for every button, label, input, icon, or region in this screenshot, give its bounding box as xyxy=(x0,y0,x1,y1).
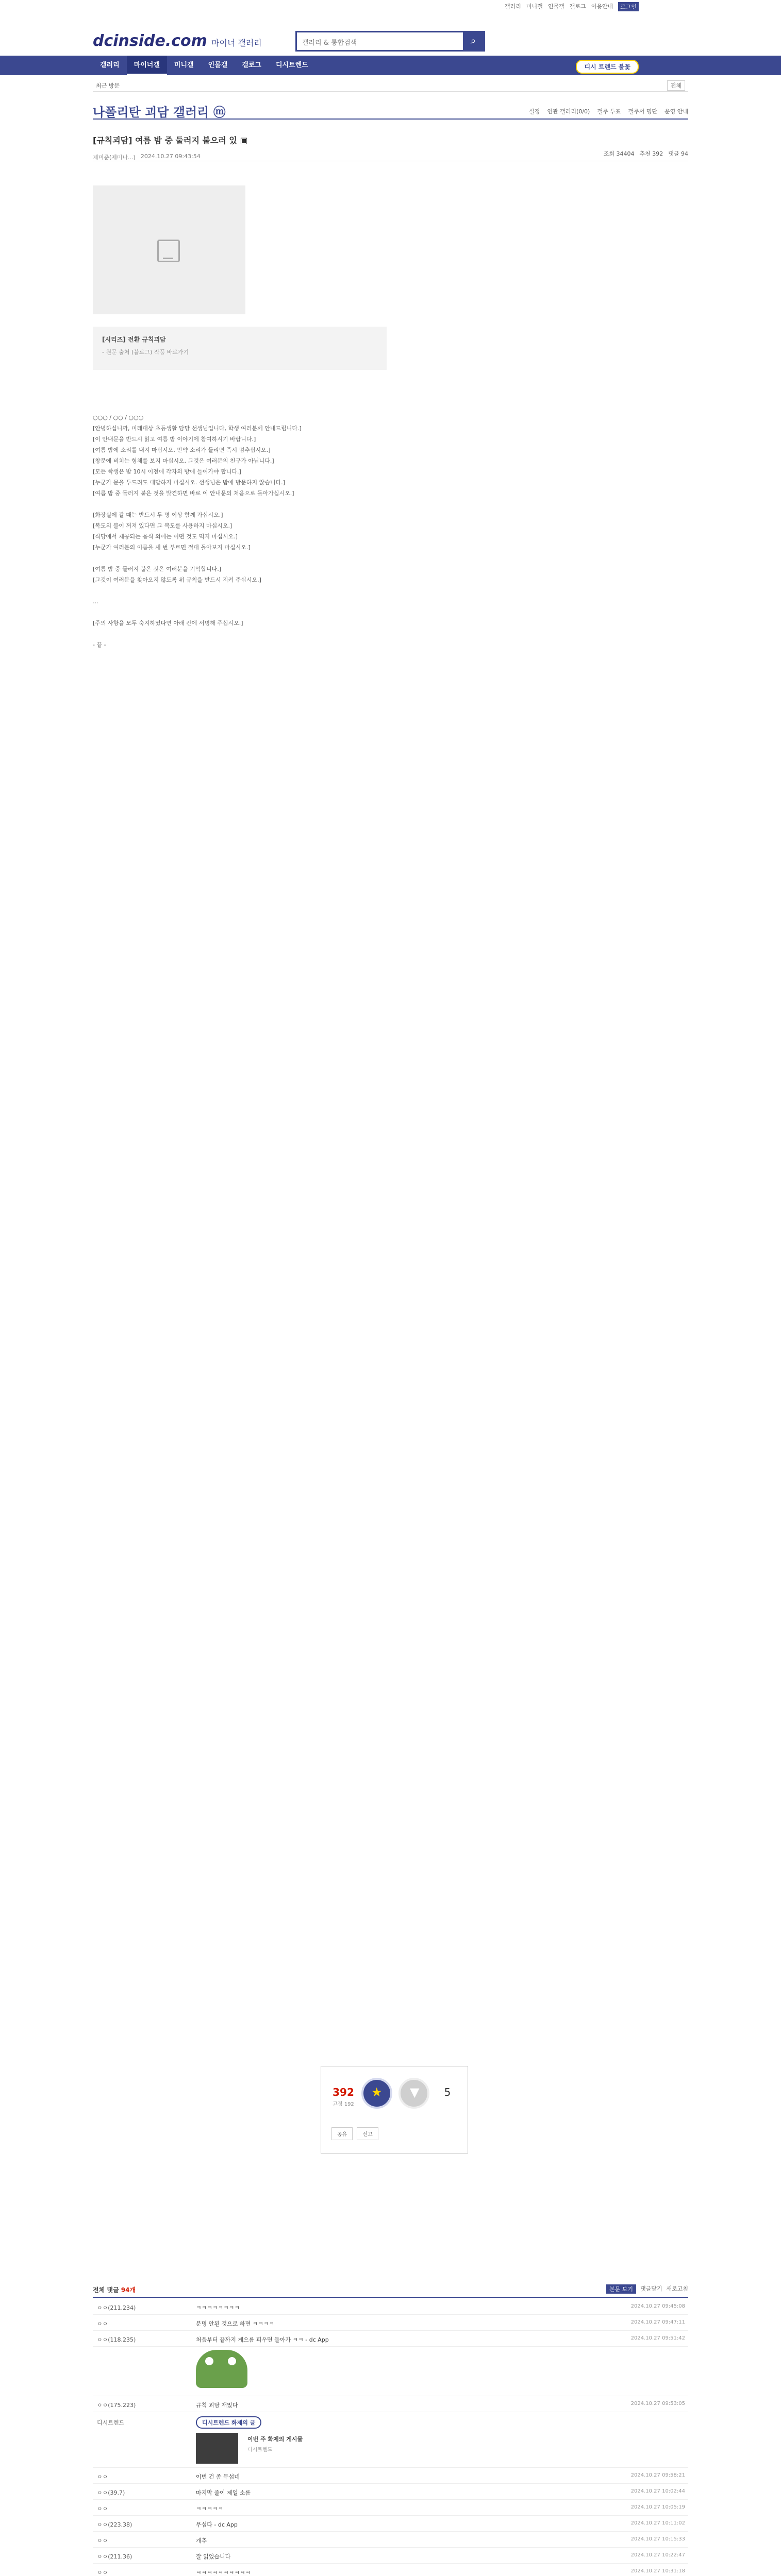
login-button[interactable]: 로그인 xyxy=(618,2,639,11)
site-logo[interactable] xyxy=(93,32,262,50)
comment-row xyxy=(93,2516,688,2532)
post-title: [규칙괴담] 여름 밤 중 둘러지 붙으러 있 ▣ xyxy=(93,135,248,145)
comment-nick[interactable]: ㅇㅇ(39.7) xyxy=(97,2489,125,2496)
ad-title[interactable]: 이번 주 화제의 게시물 xyxy=(247,2436,303,2443)
ad-banner[interactable]: 디시트렌드 화제의 글 xyxy=(196,2416,261,2429)
body-line xyxy=(93,607,557,618)
comment-text: 이번 건 좀 무섭네 xyxy=(196,2473,240,2480)
comment-row xyxy=(93,2500,688,2516)
downvote-button[interactable] xyxy=(398,2078,429,2109)
nav-gallog[interactable]: 갤로그 xyxy=(242,61,261,69)
ad-nick: 디시트렌드 xyxy=(97,2419,125,2426)
comment-text: 처음부터 끝까지 게으름 피우면 돌아가 ㅋㅋ - dc App xyxy=(196,2336,329,2343)
comment-nick[interactable]: ㅇㅇ xyxy=(97,2320,108,2327)
search-box[interactable] xyxy=(295,31,485,52)
report-button[interactable]: 신고 xyxy=(357,2127,378,2140)
recent-visit[interactable]: 최근 방문 xyxy=(96,82,120,89)
search-icon[interactable]: ⌕ xyxy=(463,32,484,50)
comment-nick[interactable]: ㅇㅇ xyxy=(97,2473,108,2480)
refresh-button[interactable]: 새로고침 xyxy=(666,2285,688,2292)
body-line: [누군가 여러분의 이름을 세 번 부르면 절대 돌아보지 마십시오.] xyxy=(93,544,251,551)
comment-row xyxy=(93,2484,688,2500)
util-guide[interactable]: 이용안내 xyxy=(591,3,613,10)
gallery-tabs xyxy=(529,107,688,115)
logo-sub: 마이너 갤러리 xyxy=(211,38,262,48)
nav-person[interactable]: 인물갤 xyxy=(208,61,228,69)
comment-row xyxy=(93,2548,688,2564)
body-line: [그것이 여러분을 찾아오지 않도록 위 규칙을 반드시 지켜 주십시오.] xyxy=(93,577,261,583)
comment-text: 마지막 줄이 제일 소름 xyxy=(196,2489,251,2496)
body-line: ○○○ / ○○ / ○○○ xyxy=(93,414,144,421)
body-line xyxy=(93,585,557,596)
body-line: [화장실에 갈 때는 반드시 두 명 이상 함께 가십시오.] xyxy=(93,512,223,518)
body-line: [누군가 문을 두드려도 대답하지 마십시오. 선생님은 밤에 방문하지 않습니다.] xyxy=(93,479,285,486)
post-date: 2024.10.27 09:43:54 xyxy=(140,153,201,160)
nav-trend[interactable]: 디시트렌드 xyxy=(275,61,308,69)
comment-date: 2024.10.27 09:58:21 xyxy=(630,2472,685,2478)
share-button[interactable]: 공유 xyxy=(331,2127,353,2140)
body-line: [복도의 불이 꺼져 있다면 그 복도를 사용하지 마십시오.] xyxy=(93,522,232,529)
gallery-title-bar xyxy=(93,102,688,120)
comment-text: 분명 안된 것으로 하면 ㅋㅋㅋㅋ xyxy=(196,2320,275,2327)
body-line: … xyxy=(93,598,98,605)
visit-bar xyxy=(93,77,688,92)
star-icon: ★ xyxy=(371,2085,383,2099)
nav-gallery[interactable]: 갤러리 xyxy=(100,61,120,69)
comment-nick[interactable]: ㅇㅇ xyxy=(97,2569,108,2576)
downvote-count: 5 xyxy=(444,2086,451,2098)
comment-row xyxy=(93,2315,688,2331)
comment-count-label xyxy=(93,2285,136,2294)
body-line: - 끝 - xyxy=(93,641,106,648)
nav-mini[interactable]: 미니갤 xyxy=(174,61,194,69)
trend-ad-row[interactable] xyxy=(93,2412,688,2468)
comment-date: 2024.10.27 09:51:42 xyxy=(630,2335,685,2341)
comment-nick[interactable]: ㅇㅇ(175.223) xyxy=(97,2402,136,2409)
comment-date: 2024.10.27 10:22:47 xyxy=(630,2552,685,2558)
trend-button[interactable]: 디시 트렌드 불꽃 xyxy=(576,60,639,74)
tab-vote[interactable]: 갤주 투표 xyxy=(597,108,621,115)
nav-minor[interactable]: 마이너갤 xyxy=(127,56,167,75)
main-nav xyxy=(0,56,781,75)
comment-row xyxy=(93,2532,688,2548)
util-gallery[interactable]: 갤러리 xyxy=(505,3,521,10)
comment-text: 규칙 괴담 재밌다 xyxy=(196,2402,238,2409)
body-line: [여름 밤에 소리를 내지 마십시오. 만약 소리가 들리면 즉시 멈추십시오.] xyxy=(93,447,271,453)
comment-date: 2024.10.27 10:15:33 xyxy=(630,2536,685,2542)
comment-text: 무섭다 - dc App xyxy=(196,2521,238,2528)
comment-date: 2024.10.27 10:11:02 xyxy=(630,2520,685,2526)
close-comments-button[interactable]: 댓글닫기 xyxy=(640,2285,662,2292)
body-line xyxy=(93,553,557,564)
body-line: [안녕하십니까, 미래대상 초등생활 담당 선생님입니다, 학생 여러분께 안내드립니다.] xyxy=(93,425,302,432)
post-author[interactable]: 제미준(제미나...) xyxy=(93,154,136,161)
comment-date: 2024.10.27 10:31:18 xyxy=(630,2568,685,2574)
vote-box xyxy=(321,2066,468,2154)
body-line xyxy=(93,629,557,639)
ad-sub: 디시트렌드 xyxy=(247,2447,273,2453)
view-post-button[interactable]: 본문 보기 xyxy=(606,2284,636,2294)
site-header xyxy=(0,10,781,56)
body-line: [주의 사항을 모두 숙지하였다면 아래 칸에 서명해 주십시오.] xyxy=(93,620,243,626)
comment-list xyxy=(93,2299,688,2576)
comment-row xyxy=(93,2468,688,2484)
comment-row xyxy=(93,2331,688,2347)
post-comment-count[interactable]: 댓글 94 xyxy=(668,150,688,157)
upvote-sub: 고정 192 xyxy=(333,2102,354,2107)
series-link-box[interactable] xyxy=(93,327,387,370)
comment-date: 2024.10.27 09:45:08 xyxy=(630,2303,685,2309)
ad-thumbnail[interactable] xyxy=(196,2433,238,2464)
comment-row xyxy=(93,2564,688,2576)
post-views: 조회 34404 xyxy=(603,150,635,157)
post-header xyxy=(93,134,688,161)
comment-date: 2024.10.27 10:02:44 xyxy=(630,2488,685,2494)
comment-text: ㅋㅋㅋㅋㅋㅋㅋㅋ xyxy=(196,2304,240,2311)
post-recommend: 추천 392 xyxy=(639,150,663,157)
thumb-down-icon: ▼ xyxy=(410,2085,420,2099)
tab-guide[interactable]: 운영 안내 xyxy=(664,108,688,115)
comment-date: 2024.10.27 09:47:11 xyxy=(630,2319,685,2325)
image-placeholder-icon xyxy=(157,240,180,262)
logo-text: dcinside.com xyxy=(93,32,207,50)
comment-nick[interactable]: ㅇㅇ(223.38) xyxy=(97,2521,132,2528)
comment-row xyxy=(93,2299,688,2315)
comment-date: 2024.10.27 10:05:19 xyxy=(630,2504,685,2510)
top-util-bar xyxy=(0,0,781,10)
body-line: [모든 학생은 밤 10시 이전에 각자의 방에 들어가야 합니다.] xyxy=(93,468,241,475)
body-line: [이 안내문을 반드시 읽고 여름 밤 이야기에 참여하시기 바랍니다.] xyxy=(93,436,256,443)
vote-actions xyxy=(331,2127,378,2140)
comment-nick[interactable]: ㅇㅇ xyxy=(97,2505,108,2512)
comment-text: 개추 xyxy=(196,2537,207,2544)
dccon-comment-row xyxy=(93,2347,688,2396)
comment-header xyxy=(93,2282,688,2298)
body-line: [여름 밤 중 둘러지 붙은 것을 발견하면 바로 이 안내문의 처음으로 돌아가십시오.] xyxy=(93,490,294,497)
search-input[interactable]: 갤러리 & 통합검색 xyxy=(302,39,357,47)
upvote-count: 392 xyxy=(333,2086,354,2098)
comment-text: 잘 읽었습니다 xyxy=(196,2553,231,2560)
post-stats xyxy=(604,149,688,158)
post-image[interactable] xyxy=(93,185,245,314)
util-person[interactable]: 갤로그 xyxy=(569,3,586,10)
tab-related[interactable]: 연관 갤러리(0/0) xyxy=(547,108,590,115)
post-meta xyxy=(93,153,688,161)
body-line: [창문에 비치는 형체를 보지 마십시오. 그것은 여러분의 친구가 아닙니다.] xyxy=(93,457,274,464)
comment-text: ㅋㅋㅋㅋㅋ xyxy=(196,2505,224,2512)
tab-managers[interactable]: 갤주서 명단 xyxy=(628,108,657,115)
gallery-title[interactable]: 나폴리탄 괴담 갤러리 ⓜ xyxy=(93,105,226,120)
tab-settings[interactable]: 설정 xyxy=(529,108,540,115)
util-minor[interactable]: 미니갤 xyxy=(526,3,543,10)
visit-all-button[interactable]: 전체 xyxy=(667,80,685,91)
comment-nick[interactable]: ㅇㅇ xyxy=(97,2537,108,2544)
comment-count: 94개 xyxy=(121,2286,136,2294)
comment-nick[interactable]: ㅇㅇ(211.36) xyxy=(97,2553,132,2560)
series-source: - 원문 출처 (블로그) 작품 바로가기 xyxy=(102,349,189,355)
body-line: [식당에서 제공되는 음식 외에는 어떤 것도 먹지 마십시오.] xyxy=(93,533,238,540)
comment-text: ㅋㅋㅋㅋㅋㅋㅋㅋㅋㅋ xyxy=(196,2569,251,2576)
comment-options xyxy=(606,2284,688,2294)
comment-row xyxy=(93,2396,688,2412)
post-body xyxy=(93,412,557,650)
comment-nick[interactable]: ㅇㅇ(211.234) xyxy=(97,2304,136,2311)
frog-sticker-icon[interactable] xyxy=(196,2350,247,2388)
comment-nick[interactable]: ㅇㅇ(118.235) xyxy=(97,2336,136,2343)
comment-date: 2024.10.27 09:53:05 xyxy=(630,2401,685,2406)
comment-label: 전체 댓글 xyxy=(93,2286,119,2294)
body-line xyxy=(93,499,557,510)
series-title: [시리즈] 전환 규칙괴담 xyxy=(102,336,166,343)
upvote-button[interactable] xyxy=(361,2078,392,2109)
body-line: [여름 밤 중 둘러지 붙은 것은 여러분을 기억합니다.] xyxy=(93,566,222,572)
util-mini[interactable]: 인물갤 xyxy=(547,3,564,10)
